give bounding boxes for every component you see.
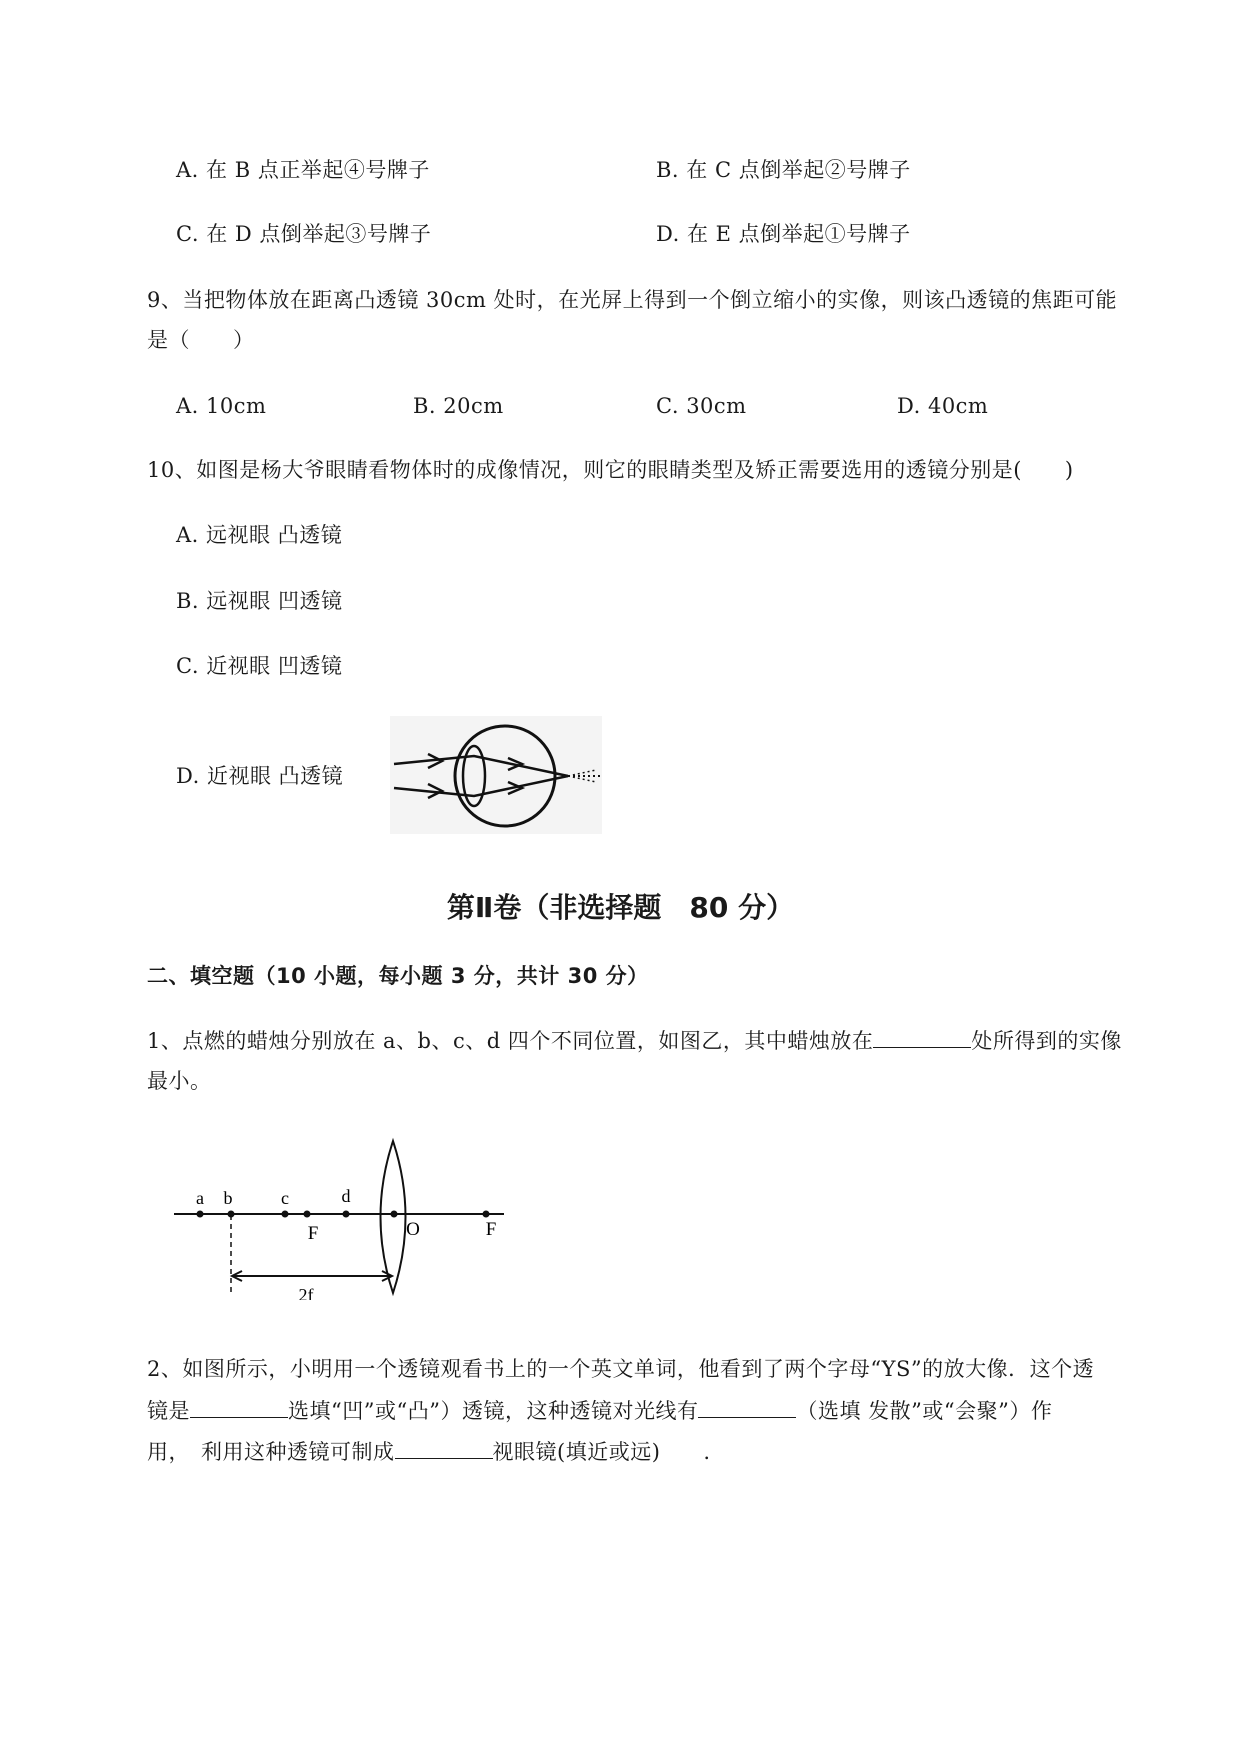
focal-point-left-dot <box>304 1211 311 1218</box>
q9-option-d <box>897 391 988 421</box>
q10-option-b <box>176 586 342 616</box>
option-label: D. <box>176 764 200 788</box>
label-b: b <box>223 1188 233 1208</box>
optical-center-dot <box>391 1211 398 1218</box>
point-d-dot <box>343 1211 350 1218</box>
q10-option-d <box>176 761 343 791</box>
fill2-text: 镜是 <box>147 1399 190 1423</box>
eye-diagram <box>390 716 602 834</box>
fill2-line2 <box>147 1395 1052 1426</box>
q8-option-b <box>656 155 911 185</box>
option-text: 在 C 点倒举起②号牌子 <box>686 158 911 182</box>
q10-stem: 10、如图是杨大爷眼睛看物体时的成像情况，则它的眼睛类型及矫正需要选用的透镜分别是( ) <box>147 458 1074 482</box>
diagram-background <box>390 716 602 834</box>
option-text: 40cm <box>927 394 989 418</box>
fill2-answer-blank-1[interactable] <box>190 1395 288 1418</box>
q9-stem-line2: 是（ ） <box>147 328 255 352</box>
fill1-text: 处所得到的实像 <box>971 1029 1122 1053</box>
fill-in-heading: 二、填空题（10 小题，每小题 3 分，共计 30 分） <box>147 964 649 988</box>
option-text: 近视眼 凸透镜 <box>206 764 344 788</box>
fill1-answer-blank[interactable] <box>873 1025 971 1048</box>
option-text: 20cm <box>443 394 504 418</box>
fill2-answer-blank-2[interactable] <box>698 1395 796 1418</box>
q9-option-b <box>413 391 504 421</box>
option-label: C. <box>656 394 679 418</box>
q10-option-c <box>176 651 342 681</box>
option-text: 近视眼 凹透镜 <box>206 654 343 678</box>
option-label: A. <box>176 394 199 418</box>
point-c-dot <box>282 1211 289 1218</box>
label-o: O <box>406 1219 420 1240</box>
section-title: 第Ⅱ卷（非选择题 80 分） <box>446 891 795 924</box>
label-a: a <box>196 1188 204 1208</box>
label-c: c <box>281 1188 289 1208</box>
fill1-line2: 最小。 <box>147 1069 212 1093</box>
focal-point-right-dot <box>483 1211 490 1218</box>
q8-option-a <box>176 155 430 185</box>
option-text: 在 B 点正举起④号牌子 <box>206 158 430 182</box>
option-label: A. <box>176 158 199 182</box>
label-f-left: F <box>307 1223 319 1244</box>
q9-option-a <box>176 391 266 421</box>
option-label: B. <box>656 158 680 182</box>
point-a-dot <box>197 1211 204 1218</box>
option-label: D. <box>897 394 921 418</box>
q9-stem-line1: 9、当把物体放在距离凸透镜 30cm 处时，在光屏上得到一个倒立缩小的实像，则该凸透镜的焦距可能 <box>147 288 1118 312</box>
option-text: 远视眼 凸透镜 <box>206 523 343 547</box>
fill2-answer-blank-3[interactable] <box>395 1436 493 1459</box>
option-text: 10cm <box>206 394 267 418</box>
option-label: C. <box>176 222 199 246</box>
option-text: 在 E 点倒举起①号牌子 <box>686 222 911 246</box>
option-label: C. <box>176 654 199 678</box>
q8-option-d <box>656 219 911 249</box>
label-f-right: F <box>485 1219 497 1240</box>
option-text: 在 D 点倒举起③号牌子 <box>206 222 432 246</box>
label-d: d <box>341 1186 351 1206</box>
fill2-text: 选填“凹”或“凸”）透镜，这种透镜对光线有 <box>288 1399 699 1423</box>
fill2-text: 用， 利用这种透镜可制成 <box>147 1440 395 1464</box>
q10-option-a <box>176 520 342 550</box>
fill2-text: 视眼镜(填近或远) . <box>492 1440 711 1464</box>
option-label: A. <box>176 523 199 547</box>
fill1-line1 <box>147 1025 1122 1056</box>
option-text: 30cm <box>686 394 747 418</box>
fill2-line1: 2、如图所示，小明用一个透镜观看书上的一个英文单词，他看到了两个字母“YS”的放大像．这个透 <box>147 1357 1095 1381</box>
option-label: B. <box>413 394 437 418</box>
option-label: D. <box>656 222 680 246</box>
q8-option-c <box>176 219 431 249</box>
fill1-text: 1、点燃的蜡烛分别放在 a、b、c、d 四个不同位置，如图乙，其中蜡烛放在 <box>147 1029 874 1053</box>
label-2f: 2f <box>298 1285 314 1300</box>
option-label: B. <box>176 589 200 613</box>
fill2-text: （选填 发散”或“会聚”）作 <box>796 1399 1053 1423</box>
lens-diagram <box>170 1135 510 1300</box>
fill2-line3 <box>147 1436 711 1467</box>
option-text: 远视眼 凹透镜 <box>206 589 343 613</box>
q9-option-c <box>656 391 747 421</box>
